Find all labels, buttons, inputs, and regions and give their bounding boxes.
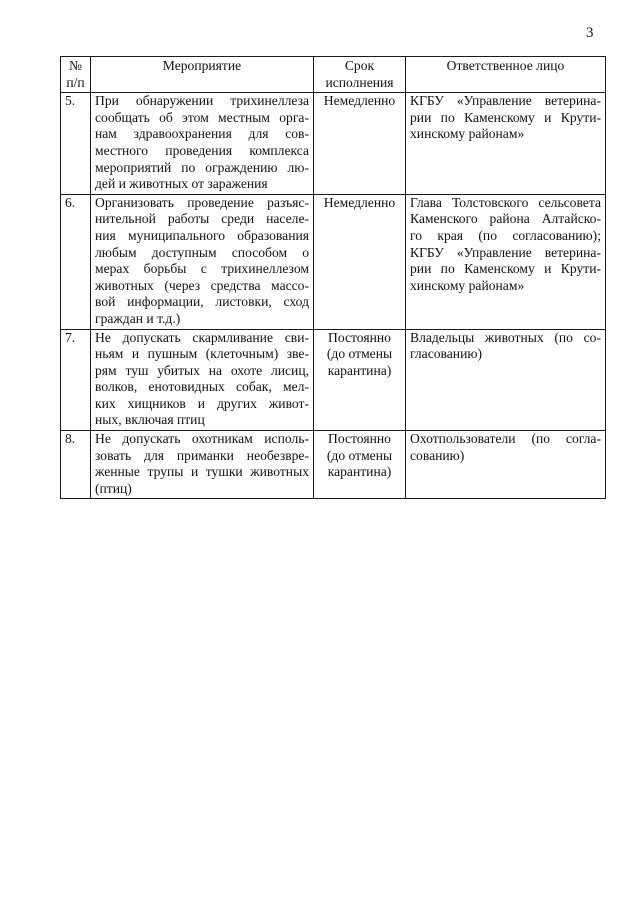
measure-cell-line: ния муниципального образования <box>95 227 309 243</box>
header-term-line: Срок <box>344 58 375 73</box>
header-measure: Мероприятие <box>91 57 314 93</box>
measure-cell <box>91 93 314 195</box>
measure-cell-line: мерах борьбы с трихинеллезом <box>95 261 309 277</box>
responsible-cell-line: Охотпользователи (по согла- <box>410 431 601 447</box>
row-number: 7. <box>61 329 91 431</box>
responsible-cell <box>406 431 606 499</box>
measure-cell-line: ньям и пушным (клеточным) зве- <box>95 346 309 362</box>
table-body <box>61 93 606 499</box>
responsible-cell <box>406 194 606 329</box>
table-row <box>61 93 606 195</box>
term-cell-line: Постоянно <box>328 431 391 447</box>
measure-cell-line: (птиц) <box>95 480 132 496</box>
term-cell-line: Немедленно <box>323 194 396 210</box>
table-row <box>61 431 606 499</box>
table-header-row <box>61 57 606 93</box>
header-responsible: Ответственное лицо <box>406 57 606 93</box>
term-cell-line: Постоянно <box>328 329 391 345</box>
measure-cell <box>91 329 314 431</box>
header-num <box>61 57 91 93</box>
measure-cell-line: местного проведения комплекса <box>95 142 309 158</box>
responsible-cell <box>406 329 606 431</box>
responsible-cell-line: КГБУ «Управление ветерина- <box>410 93 601 109</box>
responsible-cell-line: КГБУ «Управление ветерина- <box>410 244 601 260</box>
responsible-cell-line: рии по Каменскому и Крути- <box>410 109 601 125</box>
term-cell <box>314 329 406 431</box>
measure-cell-line: рям туш убитых на охоте лисиц, <box>95 362 309 378</box>
responsible-cell-line: Каменского района Алтайско- <box>410 211 601 227</box>
term-cell-line: карантина) <box>327 362 392 378</box>
row-number: 8. <box>61 431 91 499</box>
measure-cell-line: При обнаружении трихинеллеза <box>95 93 309 109</box>
measure-cell-line: любым доступным способом о <box>95 244 309 260</box>
responsible-cell-line: хинскому районам» <box>410 277 525 293</box>
measure-cell-line: волков, енотовидных собак, мел- <box>95 379 309 395</box>
measure-cell-line: нам здравоохранения для сов- <box>95 126 309 142</box>
responsible-cell-line: сованию) <box>410 447 465 463</box>
measure-cell-line: мероприятий по ограждению лю- <box>95 159 309 175</box>
responsible-cell-line: гласованию) <box>410 346 483 362</box>
term-cell-line: Немедленно <box>323 93 396 109</box>
measure-cell-line: вой информации, листовки, сход <box>95 294 309 310</box>
responsible-cell-line: рии по Каменскому и Крути- <box>410 261 601 277</box>
measure-cell-line: животных (через средства массо- <box>95 277 309 293</box>
row-number: 6. <box>61 194 91 329</box>
measure-cell-line: Не допускать скармливание сви- <box>95 329 309 345</box>
measure-cell-line: Организовать проведение разъяс- <box>95 194 309 210</box>
measures-table <box>60 56 606 499</box>
header-term-line: исполнения <box>325 74 394 90</box>
measure-cell-line: женные трупы и тушки животных <box>95 464 309 480</box>
term-cell <box>314 194 406 329</box>
measure-cell-line: Не допускать охотникам исполь- <box>95 431 309 447</box>
measure-cell <box>91 431 314 499</box>
measure-cell <box>91 194 314 329</box>
term-cell-line: карантина) <box>327 464 392 480</box>
header-num-line: № <box>69 58 82 73</box>
responsible-cell-line: хинскому районам» <box>410 126 525 142</box>
responsible-cell-line: го края (по согласованию); <box>410 227 601 243</box>
header-num-line: п/п <box>66 74 85 90</box>
measure-cell-line: сообщать об этом местным орга- <box>95 109 309 125</box>
measure-cell-line: ных, включая птиц <box>95 412 205 428</box>
measure-cell-line: зовать для приманки необезвре- <box>95 447 309 463</box>
responsible-cell-line: Владельцы животных (по со- <box>410 329 601 345</box>
responsible-cell <box>406 93 606 195</box>
measure-cell-line: нительной работы среди населе- <box>95 211 309 227</box>
term-cell-line: (до отмены <box>326 346 393 362</box>
page-number: 3 <box>586 25 594 41</box>
measure-cell-line: ких хищников и других живот- <box>95 395 309 411</box>
term-cell <box>314 431 406 499</box>
measure-cell-line: дей и животных от заражения <box>95 176 268 192</box>
table-row <box>61 329 606 431</box>
table-row <box>61 194 606 329</box>
row-number: 5. <box>61 93 91 195</box>
measure-cell-line: граждан и т.д.) <box>95 310 181 326</box>
header-term <box>314 57 406 93</box>
responsible-cell-line: Глава Толстовского сельсовета <box>410 194 601 210</box>
term-cell <box>314 93 406 195</box>
term-cell-line: (до отмены <box>326 447 393 463</box>
